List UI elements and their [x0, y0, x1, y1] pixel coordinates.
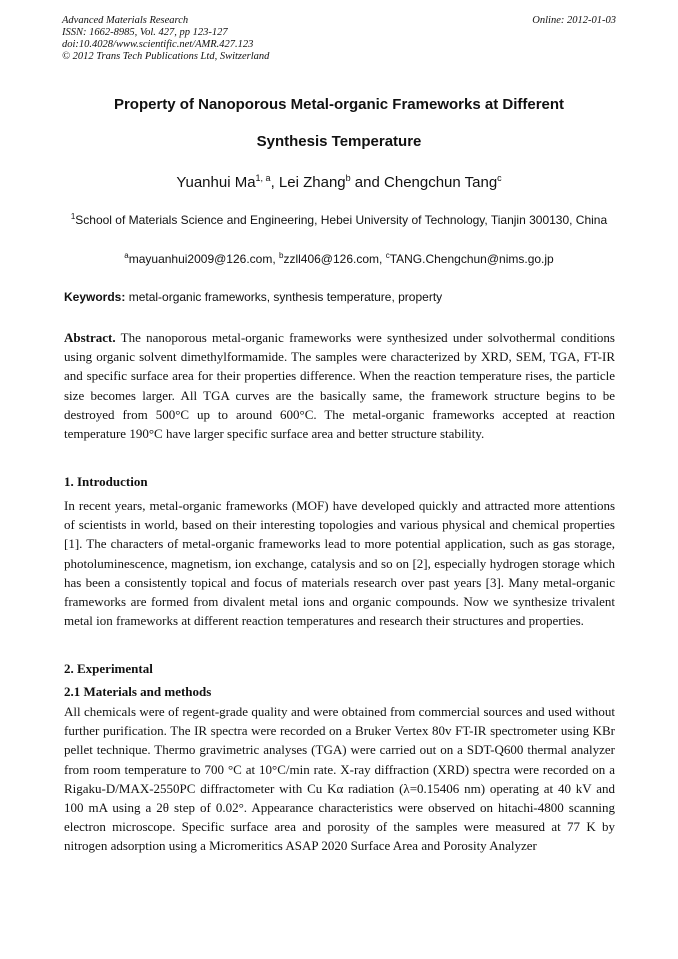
doi-line: doi:10.4028/www.scientific.net/AMR.427.123 [62, 39, 254, 50]
copyright-line: © 2012 Trans Tech Publications Ltd, Switzerland [62, 51, 270, 62]
author-separator: and [350, 174, 385, 191]
subsection-heading-materials: 2.1 Materials and methods [64, 684, 212, 699]
email-list [40, 251, 638, 266]
author-superscript: c [497, 173, 502, 183]
email-superscript: a [124, 251, 129, 260]
section-heading-introduction: 1. Introduction [64, 474, 148, 489]
affiliation-superscript: 1 [70, 212, 76, 221]
email-address[interactable]: zzll406@126.com, [283, 252, 386, 266]
author-list [40, 173, 638, 191]
email-superscript: c [385, 251, 390, 260]
issn-line: ISSN: 1662-8985, Vol. 427, pp 123-127 [62, 27, 228, 38]
section-heading-experimental: 2. Experimental [64, 661, 153, 676]
keywords-label: Keywords: [64, 290, 126, 304]
keywords [64, 290, 616, 304]
journal-header [62, 15, 616, 63]
paper-title-line-1: Property of Nanoporous Metal-organic Frameworks at Different [113, 96, 565, 113]
email-superscript: b [279, 251, 284, 260]
author-separator: , [270, 174, 279, 191]
introduction-paragraph: In recent years, metal-organic frameworks (MOF) have developed quickly and attracted more attentions of scientists in world, based on their interesting topologies and various physical and chemical properties [1]. The characters of metal-organic frameworks lead to more potential application, such as gas storage, photoluminescence, magnetism, ion exchange, catalysis and so on [2], especially hydrogen storage which has been a consistently topical and focus of materials research over past years [3]. Many metal-organic frameworks are formed from divalent metal ions and organic compounds. Now we synthesize trivalent metal ion frameworks at different reaction temperatures and research their structures and properties. [64, 498, 615, 629]
abstract-paragraph [64, 328, 615, 443]
paper-title-line-2: Synthesis Temperature [256, 133, 422, 150]
methods-paragraph: All chemicals were of regent-grade quality and were obtained from commercial sources and used without further purification. The IR spectra were recorded on a Bruker Vertex 80v FT-IR spectrometer using KBr pellet technique. Thermo gravimetric analyses (TGA) were carried out on a SDT-Q600 thermal analyzer from room temperature to 700 °C at 10°C/min rate. X-ray diffraction (XRD) spectra were recorded on a Rigaku-D/MAX-2550PC diffractometer with Cu Kα radiation (λ=0.15406 nm) operating at 40 kV and 100 mA using a 2θ step of 0.02°. Appearance characteristics were observed on hitachi-4800 scanning electron microscope. Specific surface area and porosity of the samples were measured at 77 K by nitrogen adsorption using a Micromeritics ASAP 2020 Surface Area and Porosity Analyzer [64, 704, 615, 854]
author-superscript: b [345, 173, 351, 183]
email-address[interactable]: mayuanhui2009@126.com, [128, 252, 279, 266]
abstract-text: The nanoporous metal-organic frameworks were synthesized under solvothermal conditions using organic solvent dimethylformamide. The samples were characterized by XRD, SEM, TGA, FT-IR and specific surface area for their properties difference. When the reaction temperature rises, the particle size becomes larger. All TGA curves are the basically same, the framework structure begins to be destroyed from 500°C up to around 600°C. The metal-organic frameworks accepted at reaction temperature 190°C have larger specific surface area and better structure stability. [64, 330, 615, 442]
keywords-text: metal-organic frameworks, synthesis temperature, property [125, 290, 443, 304]
abstract-label: Abstract. [64, 330, 116, 345]
author-name: Yuanhui Ma [176, 174, 256, 191]
author-name: Chengchun Tang [384, 174, 498, 191]
author-name: Lei Zhang [278, 174, 346, 191]
affiliation-text: School of Materials Science and Engineering, Hebei University of Technology, Tianjin 300130, China [75, 213, 608, 227]
journal-name: Advanced Materials Research [62, 15, 189, 26]
email-address[interactable]: TANG.Chengchun@nims.go.jp [389, 252, 554, 266]
author-superscript: 1, a [255, 173, 271, 183]
online-date: Online: 2012-01-03 [532, 15, 616, 26]
affiliation [62, 207, 616, 230]
